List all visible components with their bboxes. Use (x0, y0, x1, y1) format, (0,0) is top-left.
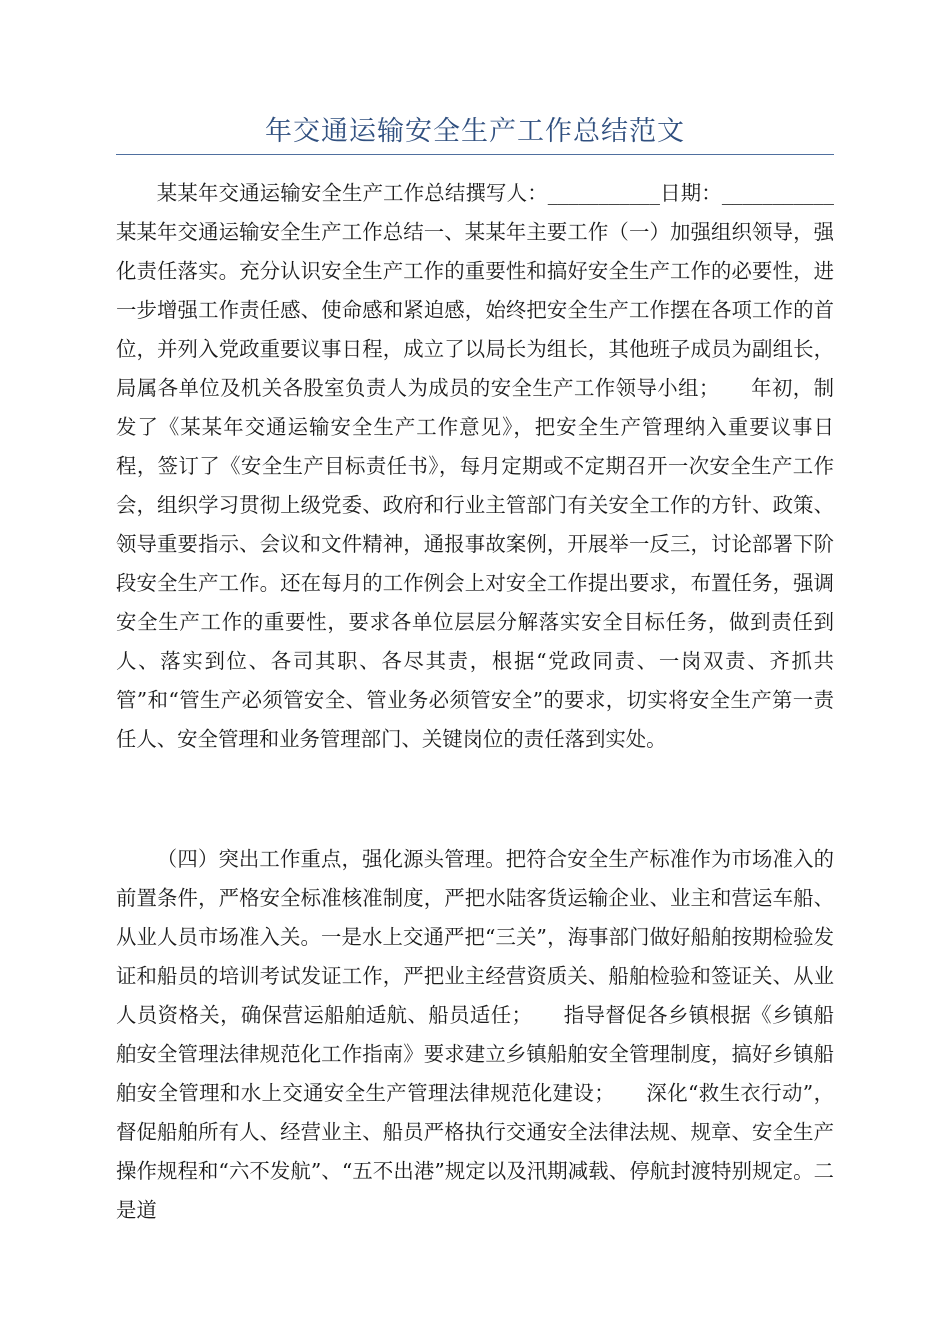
paragraph-2: （四）突出工作重点，强化源头管理。把符合安全生产标准作为市场准入的前置条件，严格安全标准核准制度，严把水陆客货运输企业、业主和营运车船、从业人员市场准入关。一是水上交通严把“三关”，海事部门做好船舶按期检验发证和船员的培训考试发证工作，严把业主经营资质关、船舶检验和签证关、从业人员资格关，确保营运船舶适航、船员适任； 指导督促各乡镇根据《乡镇船舶安全管理法律规范化工作指南》要求建立乡镇船舶安全管理制度，搞好乡镇船舶安全管理和水上交通安全生产管理法律规范化建设； 深化“救生衣行动”，督促船舶所有人、经营业主、船员严格执行交通安全法律法规、规章、安全生产操作规程和“六不发航”、“五不出港”规定以及汛期减载、停航封渡特别规定。二是道 (116, 847, 834, 1222)
paragraph-1: 某某年交通运输安全生产工作总结撰写人：___________日期：___________某某年交通运输安全生产工作总结一、某某年主要工作（一）加强组织领导，强化责任落实。充分认识安全生产工作的重要性和搞好安全生产工作的必要性，进一步增强工作责任感、使命感和紧迫感，始终把安全生产工作摆在各项工作的首位，并列入党政重要议事日程，成立了以局长为组长，其他班子成员为副组长，局属各单位及机关各股室负责人为成员的安全生产工作领导小组； 年初，制发了《某某年交通运输安全生产工作意见》，把安全生产管理纳入重要议事日程，签订了《安全生产目标责任书》，每月定期或不定期召开一次安全生产工作会，组织学习贯彻上级党委、政府和行业主管部门有关安全工作的方针、政策、领导重要指示、会议和文件精神，通报事故案例，开展举一反三，讨论部署下阶段安全生产工作。还在每月的工作例会上对安全工作提出要求，布置任务，强调安全生产工作的重要性，要求各单位层层分解落实安全目标任务，做到责任到人、落实到位、各司其职、各尽其责，根据“党政同责、一岗双责、齐抓共管”和“管生产必须管安全、管业务必须管安全”的要求，切实将安全生产第一责任人、安全管理和业务管理部门、关键岗位的责任落到实处。 (116, 181, 834, 751)
title-underline (116, 154, 834, 155)
document-title: 年交通运输安全生产工作总结范文 (265, 116, 685, 147)
